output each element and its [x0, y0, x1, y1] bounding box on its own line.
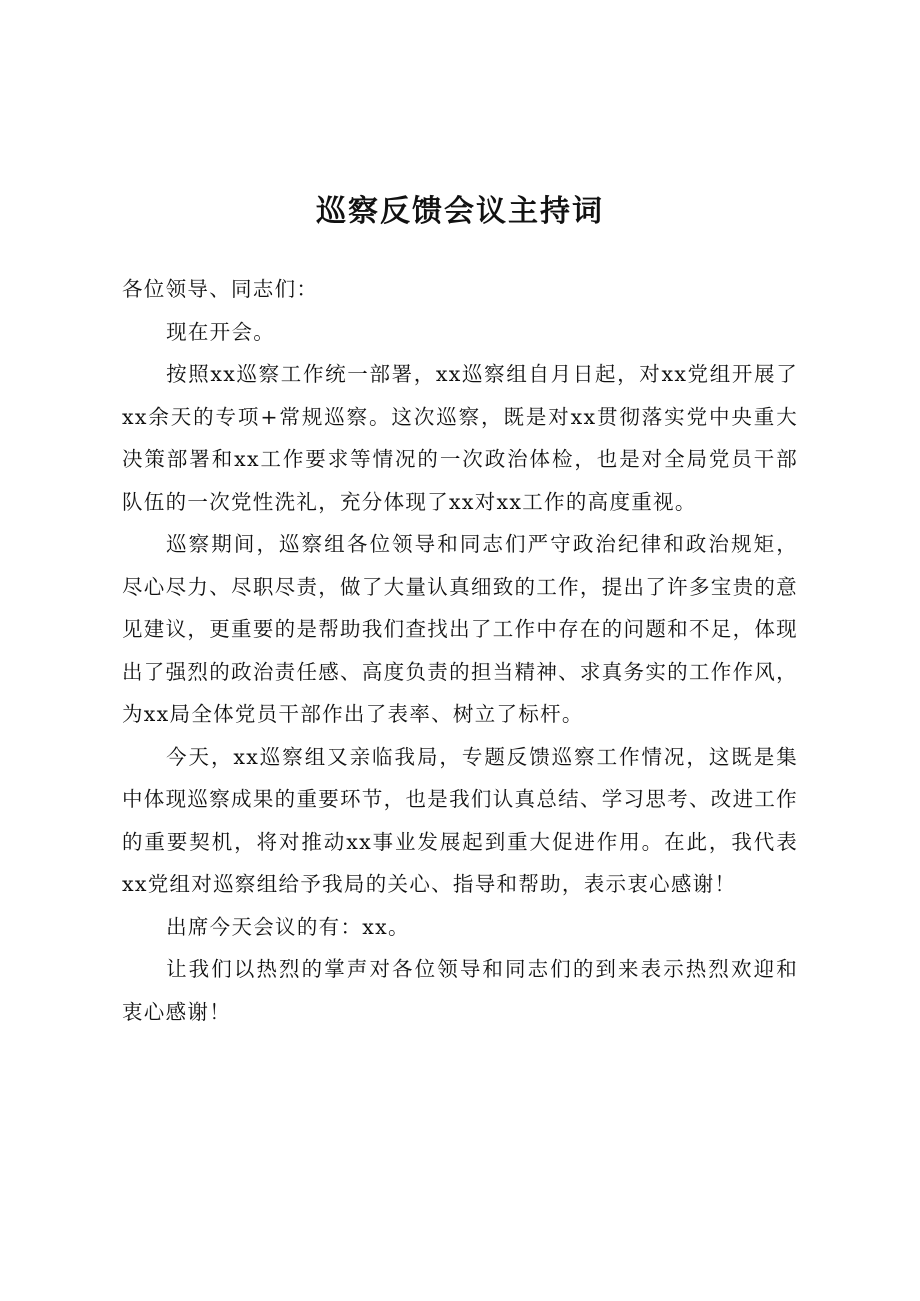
- paragraph-inspection-arrangement: 按照xx巡察工作统一部署，xx巡察组自月日起，对xx党组开展了xx余天的专项+常规巡察。这次巡察，既是对xx贯彻落实党中央重大决策部署和xx工作要求等情况的一次政治体检，也是对全局党员干部队伍的一次党性洗礼，充分体现了xx对xx工作的高度重视。: [122, 362, 798, 514]
- paragraph-feedback-today: 今天，xx巡察组又亲临我局，专题反馈巡察工作情况，这既是集中体现巡察成果的重要环节，也是我们认真总结、学习思考、改进工作的重要契机，将对推动xx事业发展起到重大促进作用。在此，我代表xx党组对巡察组给予我局的关心、指导和帮助，表示衷心感谢！: [122, 744, 798, 896]
- paragraph-attendees: 出席今天会议的有：xx。: [166, 914, 410, 939]
- document-body: [122, 268, 798, 1033]
- paragraph-opening: 现在开会。: [166, 319, 276, 344]
- paragraph-welcome: 让我们以热烈的掌声对各位领导和同志们的到来表示热烈欢迎和衷心感谢！: [122, 957, 798, 1024]
- salutation: 各位领导、同志们：: [122, 277, 319, 301]
- paragraph-inspection-period: 巡察期间，巡察组各位领导和同志们严守政治纪律和政治规矩，尽心尽力、尽职尽责，做了大量认真细致的工作，提出了许多宝贵的意见建议，更重要的是帮助我们查找出了工作中存在的问题和不足，体现出了强烈的政治责任感、高度负责的担当精神、求真务实的工作作风，为xx局全体党员干部作出了表率、树立了标杆。: [122, 532, 798, 726]
- document-title: 巡察反馈会议主持词: [316, 194, 604, 229]
